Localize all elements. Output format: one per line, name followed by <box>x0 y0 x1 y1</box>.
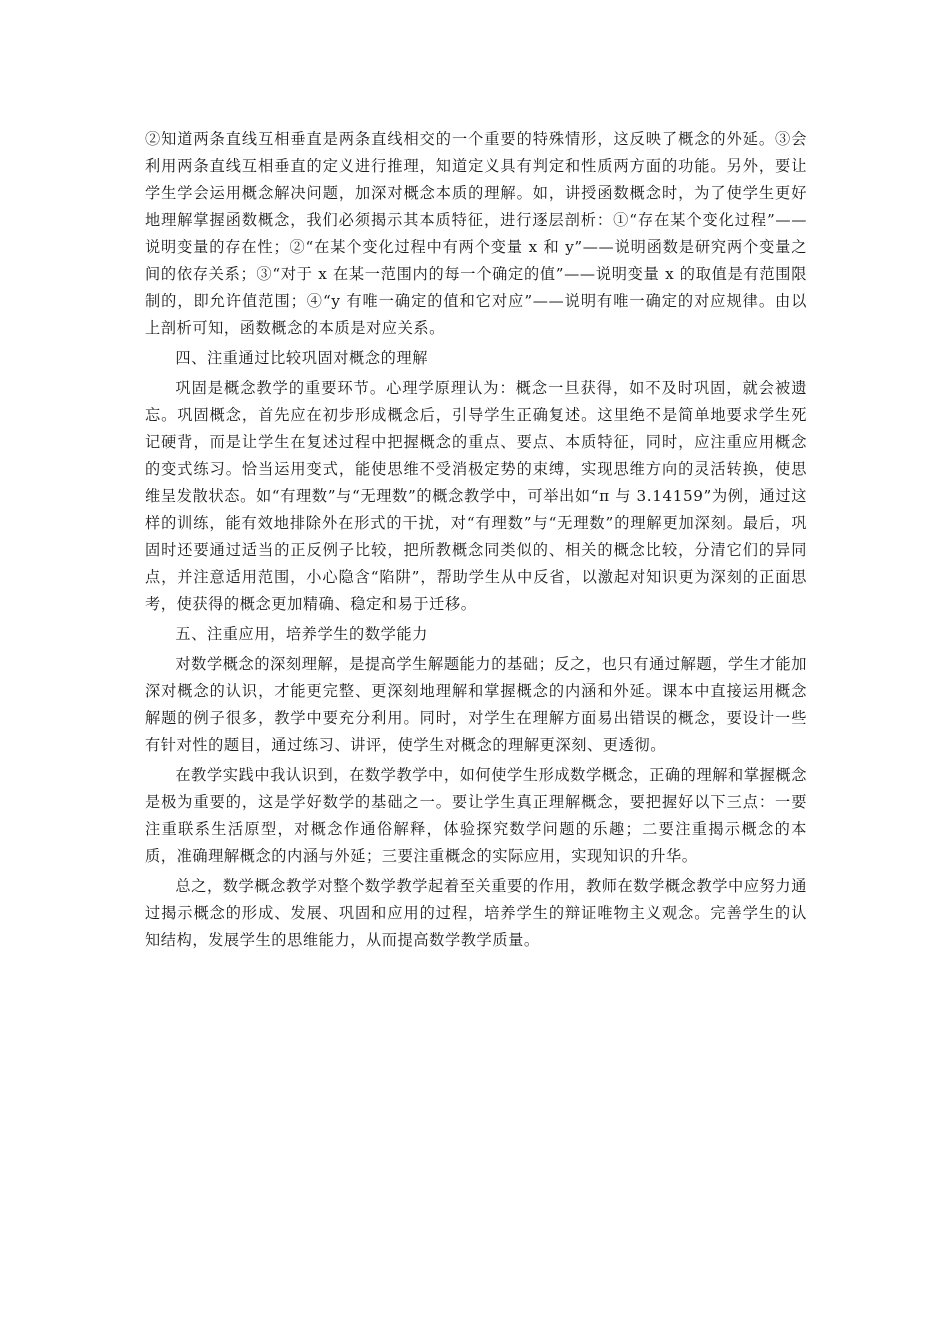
paragraph-consolidation: 巩固是概念教学的重要环节。心理学原理认为：概念一旦获得，如不及时巩固，就会被遗忘。巩固概念，首先应在初步形成概念后，引导学生正确复述。这里绝不是简单地要求学生死记硬背，而是让学生在复述过程中把握概念的重点、要点、本质特征，同时，应注重应用概念的变式练习。恰当运用变式，能使思维不受消极定势的束缚，实现思维方向的灵活转换，使思维呈发散状态。如“有理数”与“无理数”的概念教学中，可举出如“π 与 3.14159”为例，通过这样的训练，能有效地排除外在形式的干扰，对“有理数”与“无理数”的理解更加深刻。最后，巩固时还要通过适当的正反例子比较，把所教概念同类似的、相关的概念比较，分清它们的异同点，并注意适用范围，小心隐含“陷阱”，帮助学生从中反省，以激起对知识更为深刻的正面思考，使获得的概念更加精确、稳定和易于迁移。 <box>145 379 807 613</box>
section-heading-4: 四、注重通过比较巩固对概念的理解 <box>175 349 428 367</box>
paragraph-conclusion: 总之，数学概念教学对整个数学教学起着至关重要的作用，教师在数学概念教学中应努力通过揭示概念的形成、发展、巩固和应用的过程，培养学生的辩证唯物主义观念。完善学生的认知结构，发展学生的思维能力，从而提高数学教学质量。 <box>145 877 807 949</box>
paragraph-application: 对数学概念的深刻理解，是提高学生解题能力的基础；反之，也只有通过解题，学生才能加深对概念的认识，才能更完整、更深刻地理解和掌握概念的内涵和外延。课本中直接运用概念解题的例子很多，教学中要充分利用。同时，对学生在理解方面易出错误的概念，要设计一些有针对性的题目，通过练习、讲评，使学生对概念的理解更深刻、更透彻。 <box>145 655 807 754</box>
paragraph-definition-analysis: ②知道两条直线互相垂直是两条直线相交的一个重要的特殊情形，这反映了概念的外延。③会利用两条直线互相垂直的定义进行推理，知道定义具有判定和性质两方面的功能。另外，要让学生学会运用概念解决问题，加深对概念本质的理解。如，讲授函数概念时，为了使学生更好地理解掌握函数概念，我们必须揭示其本质特征，进行逐层剖析：①“存在某个变化过程”——说明变量的存在性；②“在某个变化过程中有两个变量 x 和 y”——说明函数是研究两个变量之间的依存关系；③“对于 x 在某一范围内的每一个确定的值”——说明变量 x 的取值是有范围限制的，即允许值范围；④“y 有唯一确定的值和它对应”——说明有唯一确定的对应规律。由以上剖析可知，函数概念的本质是对应关系。 <box>145 130 807 337</box>
document-body <box>145 126 807 957</box>
paragraph-practice-reflection: 在教学实践中我认识到，在数学教学中，如何使学生形成数学概念，正确的理解和掌握概念是极为重要的，这是学好数学的基础之一。要让学生真正理解概念，要把握好以下三点：一要注重联系生活原型，对概念作通俗解释，体验探究数学问题的乐趣；二要注重揭示概念的本质，准确理解概念的内涵与外延；三要注重概念的实际应用，实现知识的升华。 <box>145 766 807 865</box>
section-heading-5: 五、注重应用，培养学生的数学能力 <box>175 625 428 643</box>
